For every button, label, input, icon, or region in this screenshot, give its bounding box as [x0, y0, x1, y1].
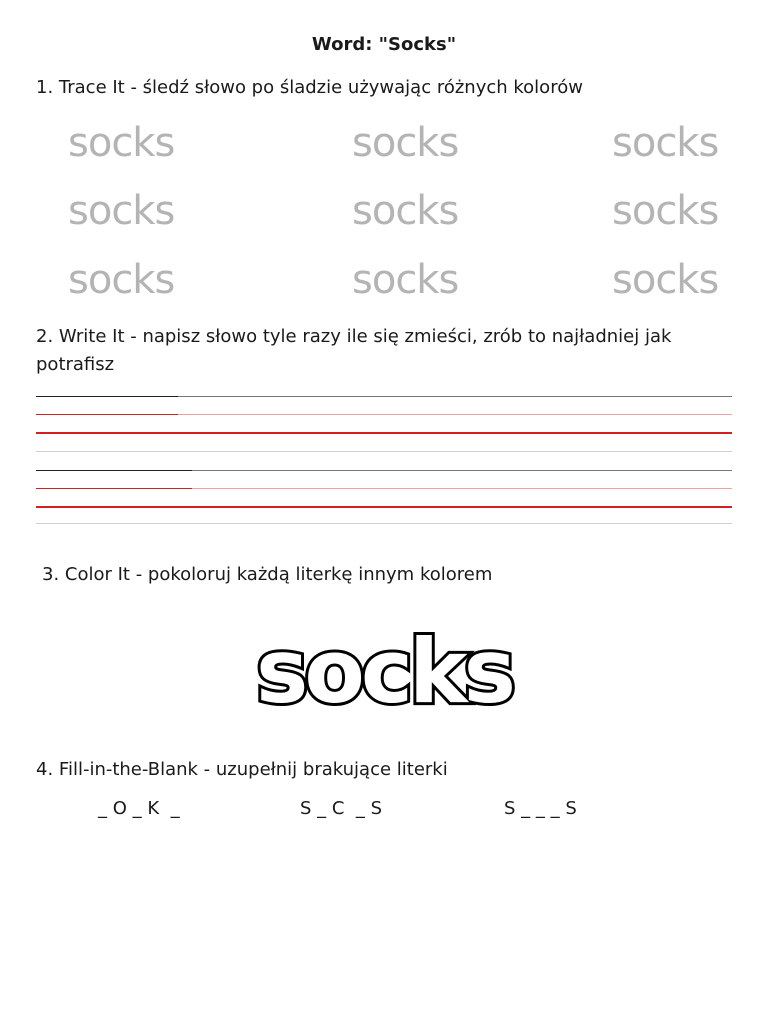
trace-word: socks: [612, 120, 719, 166]
trace-word: socks: [352, 120, 459, 166]
trace-word: socks: [612, 257, 719, 303]
guide-top-line-dark: [36, 470, 192, 471]
trace-word: socks: [68, 188, 175, 234]
trace-grid: [0, 118, 768, 318]
fill-heading: 4. Fill-in-the-Blank - uzupełnij brakujące literki: [36, 759, 448, 780]
guide-baseline: [36, 432, 732, 434]
trace-word: socks: [68, 120, 175, 166]
write-heading: 2. Write It - napisz słowo tyle razy ile się zmieści, zrób to najładniej jak potrafisz: [36, 326, 672, 375]
trace-word: socks: [352, 188, 459, 234]
guide-descender: [36, 523, 732, 524]
worksheet-title: Word: "Socks": [311, 34, 457, 55]
color-heading: 3. Color It - pokoloruj każdą literkę innym kolorem: [42, 564, 493, 585]
trace-word: socks: [612, 188, 719, 234]
trace-heading: 1. Trace It - śledź słowo po śladzie używając różnych kolorów: [36, 77, 583, 98]
blank-item[interactable]: _ O _ K _: [98, 798, 180, 819]
bubble-letters: socks: [256, 620, 512, 720]
writing-guide-lines[interactable]: [36, 396, 732, 526]
trace-word: socks: [68, 257, 175, 303]
blank-item[interactable]: S _ C _ S: [300, 798, 383, 819]
guide-midline-dark: [36, 488, 192, 489]
fill-blanks: [0, 798, 768, 828]
guide-midline-dark: [36, 414, 178, 415]
trace-word: socks: [352, 257, 459, 303]
guide-descender: [36, 451, 732, 452]
guide-baseline: [36, 506, 732, 508]
blank-item[interactable]: S _ _ _ S: [504, 798, 577, 819]
guide-top-line-dark: [36, 396, 178, 397]
bubble-word-socks[interactable]: [0, 620, 768, 720]
